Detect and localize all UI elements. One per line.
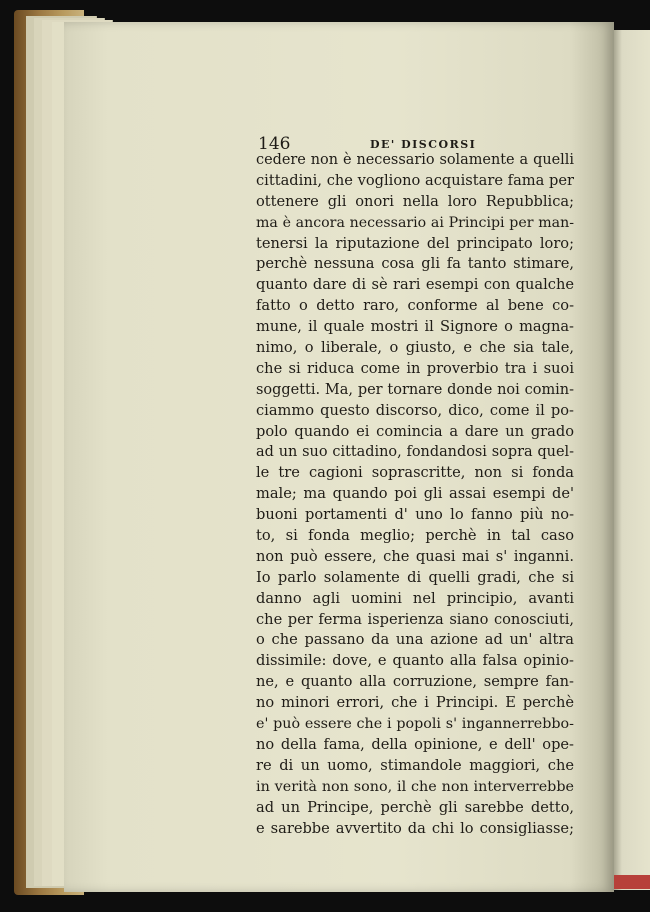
text-line: Io parlo solamente di quelli gradi, che si xyxy=(256,568,574,586)
text-line: e' può essere che i popoli s' ingannerrebbo- xyxy=(256,716,574,733)
text-line: ottenere gli onori nella loro Repubblica; xyxy=(256,192,574,210)
text-line: danno agli uomini nel principio, avanti xyxy=(256,589,574,607)
text-line: nimo, o liberale, o giusto, e che sia tale, xyxy=(256,339,574,357)
text-line: non può essere, che quasi mai s' inganni. xyxy=(256,547,574,565)
text-line: o che passano da una azione ad un' altra xyxy=(256,631,574,649)
text-line: le tre cagioni soprascritte, non si fonda xyxy=(256,464,574,482)
text-line: fatto o detto raro, conforme al bene co- xyxy=(256,297,574,315)
page-number: 146 xyxy=(258,134,291,154)
text-line: re di un uomo, stimandole maggiori, che xyxy=(256,756,574,774)
text-line: che si riduca come in proverbio tra i suoi xyxy=(256,359,574,377)
text-line: mune, il quale mostri il Signore o magna- xyxy=(256,318,574,336)
running-head: DE' DISCORSI xyxy=(370,138,477,151)
text-line: ne, e quanto alla corruzione, sempre fan- xyxy=(256,673,574,691)
text-line: ciammo questo discorso, dico, come il po- xyxy=(256,401,574,419)
text-line: ma è ancora necessario ai Principi per man- xyxy=(256,214,574,231)
text-line: cittadini, che vogliono acquistare fama per xyxy=(256,171,574,189)
text-line: polo quando ei comincia a dare un grado xyxy=(256,422,574,440)
text-line: tenersi la riputazione del principato loro; xyxy=(256,234,574,252)
text-line: to, si fonda meglio; perchè in tal caso xyxy=(256,527,574,545)
text-line: ad un suo cittadino, fondandosi sopra quel- xyxy=(256,444,574,461)
text-line: in verità non sono, il che non interverrebbe xyxy=(256,778,574,795)
text-line: perchè nessuna cosa gli fa tanto stimare, xyxy=(256,255,574,273)
facing-page-edge xyxy=(612,30,650,890)
text-line: no della fama, della opinione, e dell' ope- xyxy=(256,735,574,753)
text-line: ad un Principe, perchè gli sarebbe detto, xyxy=(256,798,574,816)
text-line: male; ma quando poi gli assai esempi de' xyxy=(256,485,574,503)
text-line: cedere non è necessario solamente a quelli xyxy=(256,152,574,168)
text-line: quanto dare di sè rari esempi con qualche xyxy=(256,276,574,294)
text-line: soggetti. Ma, per tornare donde noi comin- xyxy=(256,381,574,398)
text-line: che per ferma isperienza siano conosciuti, xyxy=(256,610,574,628)
text-line: no minori errori, che i Principi. E perchè xyxy=(256,694,574,712)
text-line: e sarebbe avvertito da chi lo consigliasse; xyxy=(256,819,574,837)
text-line: buoni portamenti d' uno lo fanno più no- xyxy=(256,506,574,524)
body-text xyxy=(256,150,574,839)
text-line: dissimile: dove, e quanto alla falsa opinio- xyxy=(256,652,574,670)
